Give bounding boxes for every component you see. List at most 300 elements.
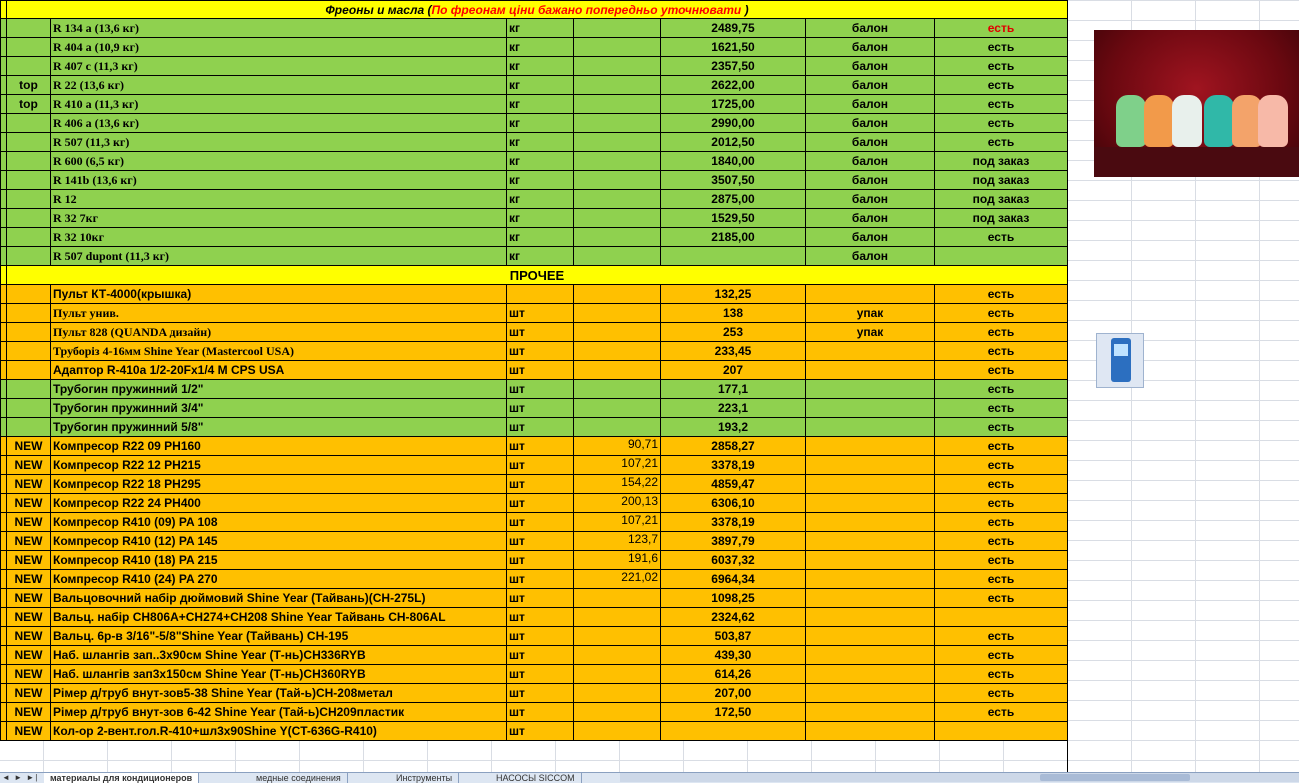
pack-cell[interactable]: упак [806,304,935,323]
unit-cell[interactable]: кг [507,171,574,190]
pack-cell[interactable] [806,285,935,304]
mark-cell[interactable] [7,152,51,171]
usd-cell[interactable] [574,190,661,209]
pack-cell[interactable] [806,380,935,399]
mark-cell[interactable]: NEW [7,627,51,646]
name-cell[interactable]: R 507 dupont (11,3 кг) [51,247,507,266]
price-cell[interactable]: 1840,00 [661,152,806,171]
pack-cell[interactable] [806,399,935,418]
price-cell[interactable]: 614,26 [661,665,806,684]
name-cell[interactable]: R 141b (13,6 кг) [51,171,507,190]
usd-cell[interactable] [574,342,661,361]
unit-cell[interactable]: шт [507,475,574,494]
name-cell[interactable]: R 407 с (11,3 кг) [51,57,507,76]
mark-cell[interactable]: NEW [7,513,51,532]
unit-cell[interactable]: шт [507,494,574,513]
name-cell[interactable]: R 600 (6,5 кг) [51,152,507,171]
mark-cell[interactable]: NEW [7,494,51,513]
usd-cell[interactable] [574,380,661,399]
name-cell[interactable]: Компресор R22 09 PH160 [51,437,507,456]
stock-cell[interactable]: есть [935,589,1068,608]
price-cell[interactable]: 3897,79 [661,532,806,551]
pack-cell[interactable] [806,608,935,627]
stock-cell[interactable]: есть [935,494,1068,513]
unit-cell[interactable]: шт [507,342,574,361]
horizontal-scrollbar[interactable] [620,773,1299,782]
unit-cell[interactable]: шт [507,627,574,646]
price-cell[interactable]: 503,87 [661,627,806,646]
usd-cell[interactable] [574,703,661,722]
price-cell[interactable]: 2324,62 [661,608,806,627]
pack-cell[interactable] [806,551,935,570]
mark-cell[interactable] [7,133,51,152]
stock-cell[interactable]: есть [935,19,1068,38]
usd-cell[interactable] [574,285,661,304]
usd-cell[interactable] [574,418,661,437]
pack-cell[interactable] [806,456,935,475]
pack-cell[interactable] [806,665,935,684]
price-cell[interactable]: 207 [661,361,806,380]
pack-cell[interactable] [806,627,935,646]
unit-cell[interactable]: шт [507,361,574,380]
name-cell[interactable]: R 410 а (11,3 кг) [51,95,507,114]
mark-cell[interactable] [7,209,51,228]
pack-cell[interactable] [806,570,935,589]
pack-cell[interactable]: балон [806,228,935,247]
mark-cell[interactable]: NEW [7,532,51,551]
mark-cell[interactable]: NEW [7,646,51,665]
usd-cell[interactable] [574,76,661,95]
stock-cell[interactable]: есть [935,95,1068,114]
stock-cell[interactable]: есть [935,380,1068,399]
column-border [1067,0,1068,772]
name-cell[interactable]: Компресор R410 (12) PA 145 [51,532,507,551]
name-cell[interactable]: R 22 (13,6 кг) [51,76,507,95]
unit-cell[interactable]: кг [507,76,574,95]
scroll-thumb[interactable] [1040,774,1190,781]
usd-cell[interactable] [574,722,661,741]
name-cell[interactable]: R 32 10кг [51,228,507,247]
name-cell[interactable]: Рімер д/труб внут-зов 6-42 Shine Year (Тай-ь)CH209пластик [51,703,507,722]
usd-cell[interactable] [574,646,661,665]
unit-cell[interactable]: шт [507,608,574,627]
mark-cell[interactable]: NEW [7,703,51,722]
unit-cell[interactable]: кг [507,57,574,76]
unit-cell[interactable]: кг [507,114,574,133]
price-cell[interactable]: 223,1 [661,399,806,418]
price-cell[interactable]: 2357,50 [661,57,806,76]
usd-cell[interactable] [574,361,661,380]
price-cell[interactable]: 1529,50 [661,209,806,228]
usd-cell[interactable] [574,399,661,418]
price-cell[interactable]: 2990,00 [661,114,806,133]
name-cell[interactable]: R 134 а (13,6 кг) [51,19,507,38]
mark-cell[interactable]: NEW [7,475,51,494]
table-row [1,19,1068,38]
price-cell[interactable]: 3378,19 [661,513,806,532]
usd-cell[interactable]: 154,22 [574,475,661,494]
table-row [1,285,1068,304]
pack-cell[interactable] [806,475,935,494]
unit-cell[interactable]: шт [507,551,574,570]
name-cell[interactable]: Трубогин пружинний 1/2" [51,380,507,399]
name-cell[interactable]: Наб. шлангів зап3х150см Shine Year (Т-нь)CH360RYB [51,665,507,684]
stock-cell[interactable]: есть [935,38,1068,57]
price-cell[interactable]: 3378,19 [661,456,806,475]
mark-cell[interactable] [7,38,51,57]
pack-cell[interactable]: балон [806,247,935,266]
unit-cell[interactable]: шт [507,304,574,323]
stock-cell[interactable]: есть [935,304,1068,323]
unit-cell[interactable]: шт [507,456,574,475]
pack-cell[interactable]: балон [806,152,935,171]
mark-cell[interactable] [7,342,51,361]
stock-cell[interactable]: есть [935,228,1068,247]
name-cell[interactable]: Пульт КТ-4000(крышка) [51,285,507,304]
mark-cell[interactable] [7,323,51,342]
stock-cell[interactable]: есть [935,76,1068,95]
sheet-tab-pumps[interactable]: НАСОСЫ SICCOM [490,773,582,783]
stock-cell[interactable]: есть [935,361,1068,380]
mark-cell[interactable]: NEW [7,551,51,570]
name-cell[interactable]: Пульт унив. [51,304,507,323]
unit-cell[interactable]: кг [507,228,574,247]
mark-cell[interactable]: NEW [7,570,51,589]
name-cell[interactable]: Компресор R410 (09) PA 108 [51,513,507,532]
mark-cell[interactable]: NEW [7,608,51,627]
pack-cell[interactable]: балон [806,19,935,38]
mark-cell[interactable] [7,171,51,190]
pack-cell[interactable] [806,513,935,532]
unit-cell[interactable]: шт [507,513,574,532]
table-row [1,57,1068,76]
mark-cell[interactable]: NEW [7,722,51,741]
price-cell[interactable] [661,247,806,266]
usd-cell[interactable]: 221,02 [574,570,661,589]
price-cell[interactable]: 233,45 [661,342,806,361]
table-row [1,38,1068,57]
usd-cell[interactable] [574,323,661,342]
table-row [1,456,1068,475]
table-row [1,494,1068,513]
price-cell[interactable]: 2489,75 [661,19,806,38]
price-cell[interactable]: 2858,27 [661,437,806,456]
name-cell[interactable]: Вальц. 6р-в 3/16"-5/8"Shine Year (Тайвань) CH-195 [51,627,507,646]
mark-cell[interactable] [7,285,51,304]
unit-cell[interactable]: кг [507,133,574,152]
stock-cell[interactable]: есть [935,456,1068,475]
usd-cell[interactable]: 200,13 [574,494,661,513]
stock-cell[interactable]: есть [935,57,1068,76]
pack-cell[interactable] [806,722,935,741]
price-cell[interactable]: 1098,25 [661,589,806,608]
usd-cell[interactable]: 107,21 [574,456,661,475]
table-row [1,361,1068,380]
stock-cell[interactable]: под заказ [935,152,1068,171]
name-cell[interactable]: Компресор R410 (24) PA 270 [51,570,507,589]
pack-cell[interactable] [806,418,935,437]
name-cell[interactable]: Наб. шлангів зап..3х90см Shine Year (Т-нь)CH336RYB [51,646,507,665]
pack-cell[interactable] [806,494,935,513]
pack-cell[interactable]: балон [806,57,935,76]
price-cell[interactable]: 439,30 [661,646,806,665]
usd-cell[interactable] [574,95,661,114]
unit-cell[interactable]: шт [507,589,574,608]
mark-cell[interactable]: NEW [7,589,51,608]
unit-cell[interactable]: шт [507,722,574,741]
unit-cell[interactable]: шт [507,703,574,722]
mark-cell[interactable] [7,19,51,38]
pack-cell[interactable]: балон [806,38,935,57]
table-row [1,684,1068,703]
stock-cell[interactable]: есть [935,323,1068,342]
usd-cell[interactable] [574,209,661,228]
table-row [1,722,1068,741]
stock-cell[interactable]: под заказ [935,209,1068,228]
name-cell[interactable]: Компресор R22 24 PH400 [51,494,507,513]
pack-cell[interactable] [806,342,935,361]
usd-cell[interactable] [574,228,661,247]
table-row [1,114,1068,133]
usd-cell[interactable] [574,171,661,190]
price-cell[interactable]: 2622,00 [661,76,806,95]
table-row [1,646,1068,665]
mark-cell[interactable] [7,361,51,380]
pack-cell[interactable]: балон [806,133,935,152]
name-cell[interactable]: Пульт 828 (QUANDA дизайн) [51,323,507,342]
unit-cell[interactable]: шт [507,437,574,456]
table-row [1,304,1068,323]
sheet-tab-tools[interactable]: Инструменты [390,773,459,783]
stock-cell[interactable]: есть [935,437,1068,456]
usd-cell[interactable]: 107,21 [574,513,661,532]
pack-cell[interactable] [806,684,935,703]
pack-cell[interactable]: упак [806,323,935,342]
price-cell[interactable]: 3507,50 [661,171,806,190]
stock-cell[interactable]: есть [935,399,1068,418]
sheet-tab-copper[interactable]: медные соединения [250,773,348,783]
stock-cell[interactable]: есть [935,285,1068,304]
stock-cell[interactable]: есть [935,627,1068,646]
header-note: По фреонам ціни бажано попередньо уточнювати [431,2,742,17]
usd-cell[interactable] [574,152,661,171]
pack-cell[interactable] [806,437,935,456]
table-row [1,380,1068,399]
unit-cell[interactable]: шт [507,570,574,589]
pack-cell[interactable] [806,532,935,551]
price-cell[interactable]: 2185,00 [661,228,806,247]
unit-cell[interactable]: кг [507,247,574,266]
mark-cell[interactable] [7,399,51,418]
stock-cell[interactable]: есть [935,133,1068,152]
name-cell[interactable]: Труборіз 4-16мм Shine Year (Mastercool USA) [51,342,507,361]
table-row [1,475,1068,494]
pack-cell[interactable]: балон [806,95,935,114]
mark-cell[interactable]: NEW [7,684,51,703]
unit-cell[interactable]: шт [507,684,574,703]
unit-cell[interactable]: кг [507,95,574,114]
mark-cell[interactable] [7,304,51,323]
usd-cell[interactable] [574,57,661,76]
stock-cell[interactable]: есть [935,342,1068,361]
mark-cell[interactable]: top [7,76,51,95]
table-row [1,95,1068,114]
unit-cell[interactable] [507,285,574,304]
remote-control-image[interactable] [1096,333,1144,388]
name-cell[interactable]: R 32 7кг [51,209,507,228]
price-cell[interactable]: 1725,00 [661,95,806,114]
mark-cell[interactable]: NEW [7,437,51,456]
stock-cell[interactable]: есть [935,532,1068,551]
unit-cell[interactable]: шт [507,418,574,437]
name-cell[interactable]: Рімер д/труб внут-зов5-38 Shine Year (Тай-ь)CH-208метал [51,684,507,703]
name-cell[interactable]: Компресор R22 12 PH215 [51,456,507,475]
stock-cell[interactable]: есть [935,570,1068,589]
table-row [1,437,1068,456]
header-title-cell[interactable]: Фреоны и масла (По фреонам ціни бажано попередньо уточнювати ) [7,1,1068,19]
price-cell[interactable]: 177,1 [661,380,806,399]
usd-cell[interactable] [574,627,661,646]
price-cell[interactable]: 2875,00 [661,190,806,209]
pack-cell[interactable]: балон [806,171,935,190]
stock-cell[interactable]: есть [935,513,1068,532]
usd-cell[interactable]: 191,6 [574,551,661,570]
mark-cell[interactable]: top [7,95,51,114]
price-cell[interactable]: 6306,10 [661,494,806,513]
stock-cell[interactable] [935,247,1068,266]
pack-cell[interactable]: балон [806,190,935,209]
section-title[interactable]: ПРОЧЕЕ [7,266,1068,285]
sheet-nav-arrows[interactable]: ◄ ► ►| [2,773,39,782]
table-row [1,418,1068,437]
table-row [1,323,1068,342]
table-row [1,703,1068,722]
usd-cell[interactable]: 90,71 [574,437,661,456]
price-cell[interactable]: 132,25 [661,285,806,304]
mark-cell[interactable] [7,380,51,399]
mark-cell[interactable] [7,228,51,247]
pack-cell[interactable]: балон [806,209,935,228]
mark-cell[interactable] [7,247,51,266]
usd-cell[interactable] [574,684,661,703]
pack-cell[interactable] [806,589,935,608]
price-cell[interactable]: 2012,50 [661,133,806,152]
pack-cell[interactable] [806,703,935,722]
table-row [1,665,1068,684]
table-row [1,513,1068,532]
usd-cell[interactable] [574,19,661,38]
freon-cylinders-image[interactable] [1094,30,1299,177]
pack-cell[interactable]: балон [806,114,935,133]
stock-cell[interactable]: есть [935,665,1068,684]
unit-cell[interactable]: кг [507,38,574,57]
name-cell[interactable]: Вальц. набір CH806A+CH274+CH208 Shine Year Тайвань CH-806AL [51,608,507,627]
mark-cell[interactable]: NEW [7,665,51,684]
usd-cell[interactable] [574,247,661,266]
usd-cell[interactable]: 123,7 [574,532,661,551]
stock-cell[interactable] [935,608,1068,627]
unit-cell[interactable]: шт [507,665,574,684]
table-row [1,589,1068,608]
unit-cell[interactable]: кг [507,152,574,171]
name-cell[interactable]: Компресор R22 18 PH295 [51,475,507,494]
mark-cell[interactable]: NEW [7,456,51,475]
pack-cell[interactable] [806,361,935,380]
stock-cell[interactable] [935,722,1068,741]
unit-cell[interactable]: шт [507,532,574,551]
table-row [1,76,1068,95]
name-cell[interactable]: Вальцовочний набір дюймовий Shine Year (Тайвань)(CH-275L) [51,589,507,608]
table-row [1,399,1068,418]
usd-cell[interactable] [574,304,661,323]
price-cell[interactable]: 207,00 [661,684,806,703]
mark-cell[interactable] [7,114,51,133]
mark-cell[interactable] [7,418,51,437]
usd-cell[interactable] [574,38,661,57]
stock-cell[interactable]: есть [935,418,1068,437]
stock-cell[interactable]: есть [935,646,1068,665]
name-cell[interactable]: R 12 [51,190,507,209]
name-cell[interactable]: R 406 а (13,6 кг) [51,114,507,133]
stock-cell[interactable]: есть [935,551,1068,570]
stock-cell[interactable]: есть [935,114,1068,133]
sheet-tab-materials[interactable]: материалы для кондиционеров [44,773,199,783]
unit-cell[interactable]: шт [507,646,574,665]
table-row [1,570,1068,589]
header-row [1,1,1068,19]
name-cell[interactable]: R 507 (11,3 кг) [51,133,507,152]
price-cell[interactable]: 6037,32 [661,551,806,570]
name-cell[interactable]: Трубогин пружинний 5/8" [51,418,507,437]
price-cell[interactable]: 6964,34 [661,570,806,589]
name-cell[interactable]: Кол-ор 2-вент.гол.R-410+шл3х90Shine Y(CT-636G-R410) [51,722,507,741]
price-cell[interactable] [661,722,806,741]
price-cell[interactable]: 138 [661,304,806,323]
name-cell[interactable]: Компресор R410 (18) PA 215 [51,551,507,570]
price-cell[interactable]: 172,50 [661,703,806,722]
mark-cell[interactable] [7,190,51,209]
usd-cell[interactable] [574,589,661,608]
unit-cell[interactable]: шт [507,380,574,399]
price-cell[interactable]: 1621,50 [661,38,806,57]
name-cell[interactable]: R 404 а (10,9 кг) [51,38,507,57]
unit-cell[interactable]: кг [507,209,574,228]
price-cell[interactable]: 4859,47 [661,475,806,494]
unit-cell[interactable]: кг [507,19,574,38]
usd-cell[interactable] [574,114,661,133]
price-cell[interactable]: 253 [661,323,806,342]
usd-cell[interactable] [574,133,661,152]
usd-cell[interactable] [574,665,661,684]
price-cell[interactable]: 193,2 [661,418,806,437]
stock-cell[interactable]: есть [935,703,1068,722]
name-cell[interactable]: Адаптор R-410a 1/2-20Fx1/4 M CPS USA [51,361,507,380]
usd-cell[interactable] [574,608,661,627]
unit-cell[interactable]: шт [507,323,574,342]
pack-cell[interactable]: балон [806,76,935,95]
name-cell[interactable]: Трубогин пружинний 3/4" [51,399,507,418]
table-row [1,152,1068,171]
mark-cell[interactable] [7,57,51,76]
table-row [1,228,1068,247]
unit-cell[interactable]: шт [507,399,574,418]
stock-cell[interactable]: под заказ [935,190,1068,209]
unit-cell[interactable]: кг [507,190,574,209]
stock-cell[interactable]: под заказ [935,171,1068,190]
pack-cell[interactable] [806,646,935,665]
stock-cell[interactable]: есть [935,475,1068,494]
stock-cell[interactable]: есть [935,684,1068,703]
